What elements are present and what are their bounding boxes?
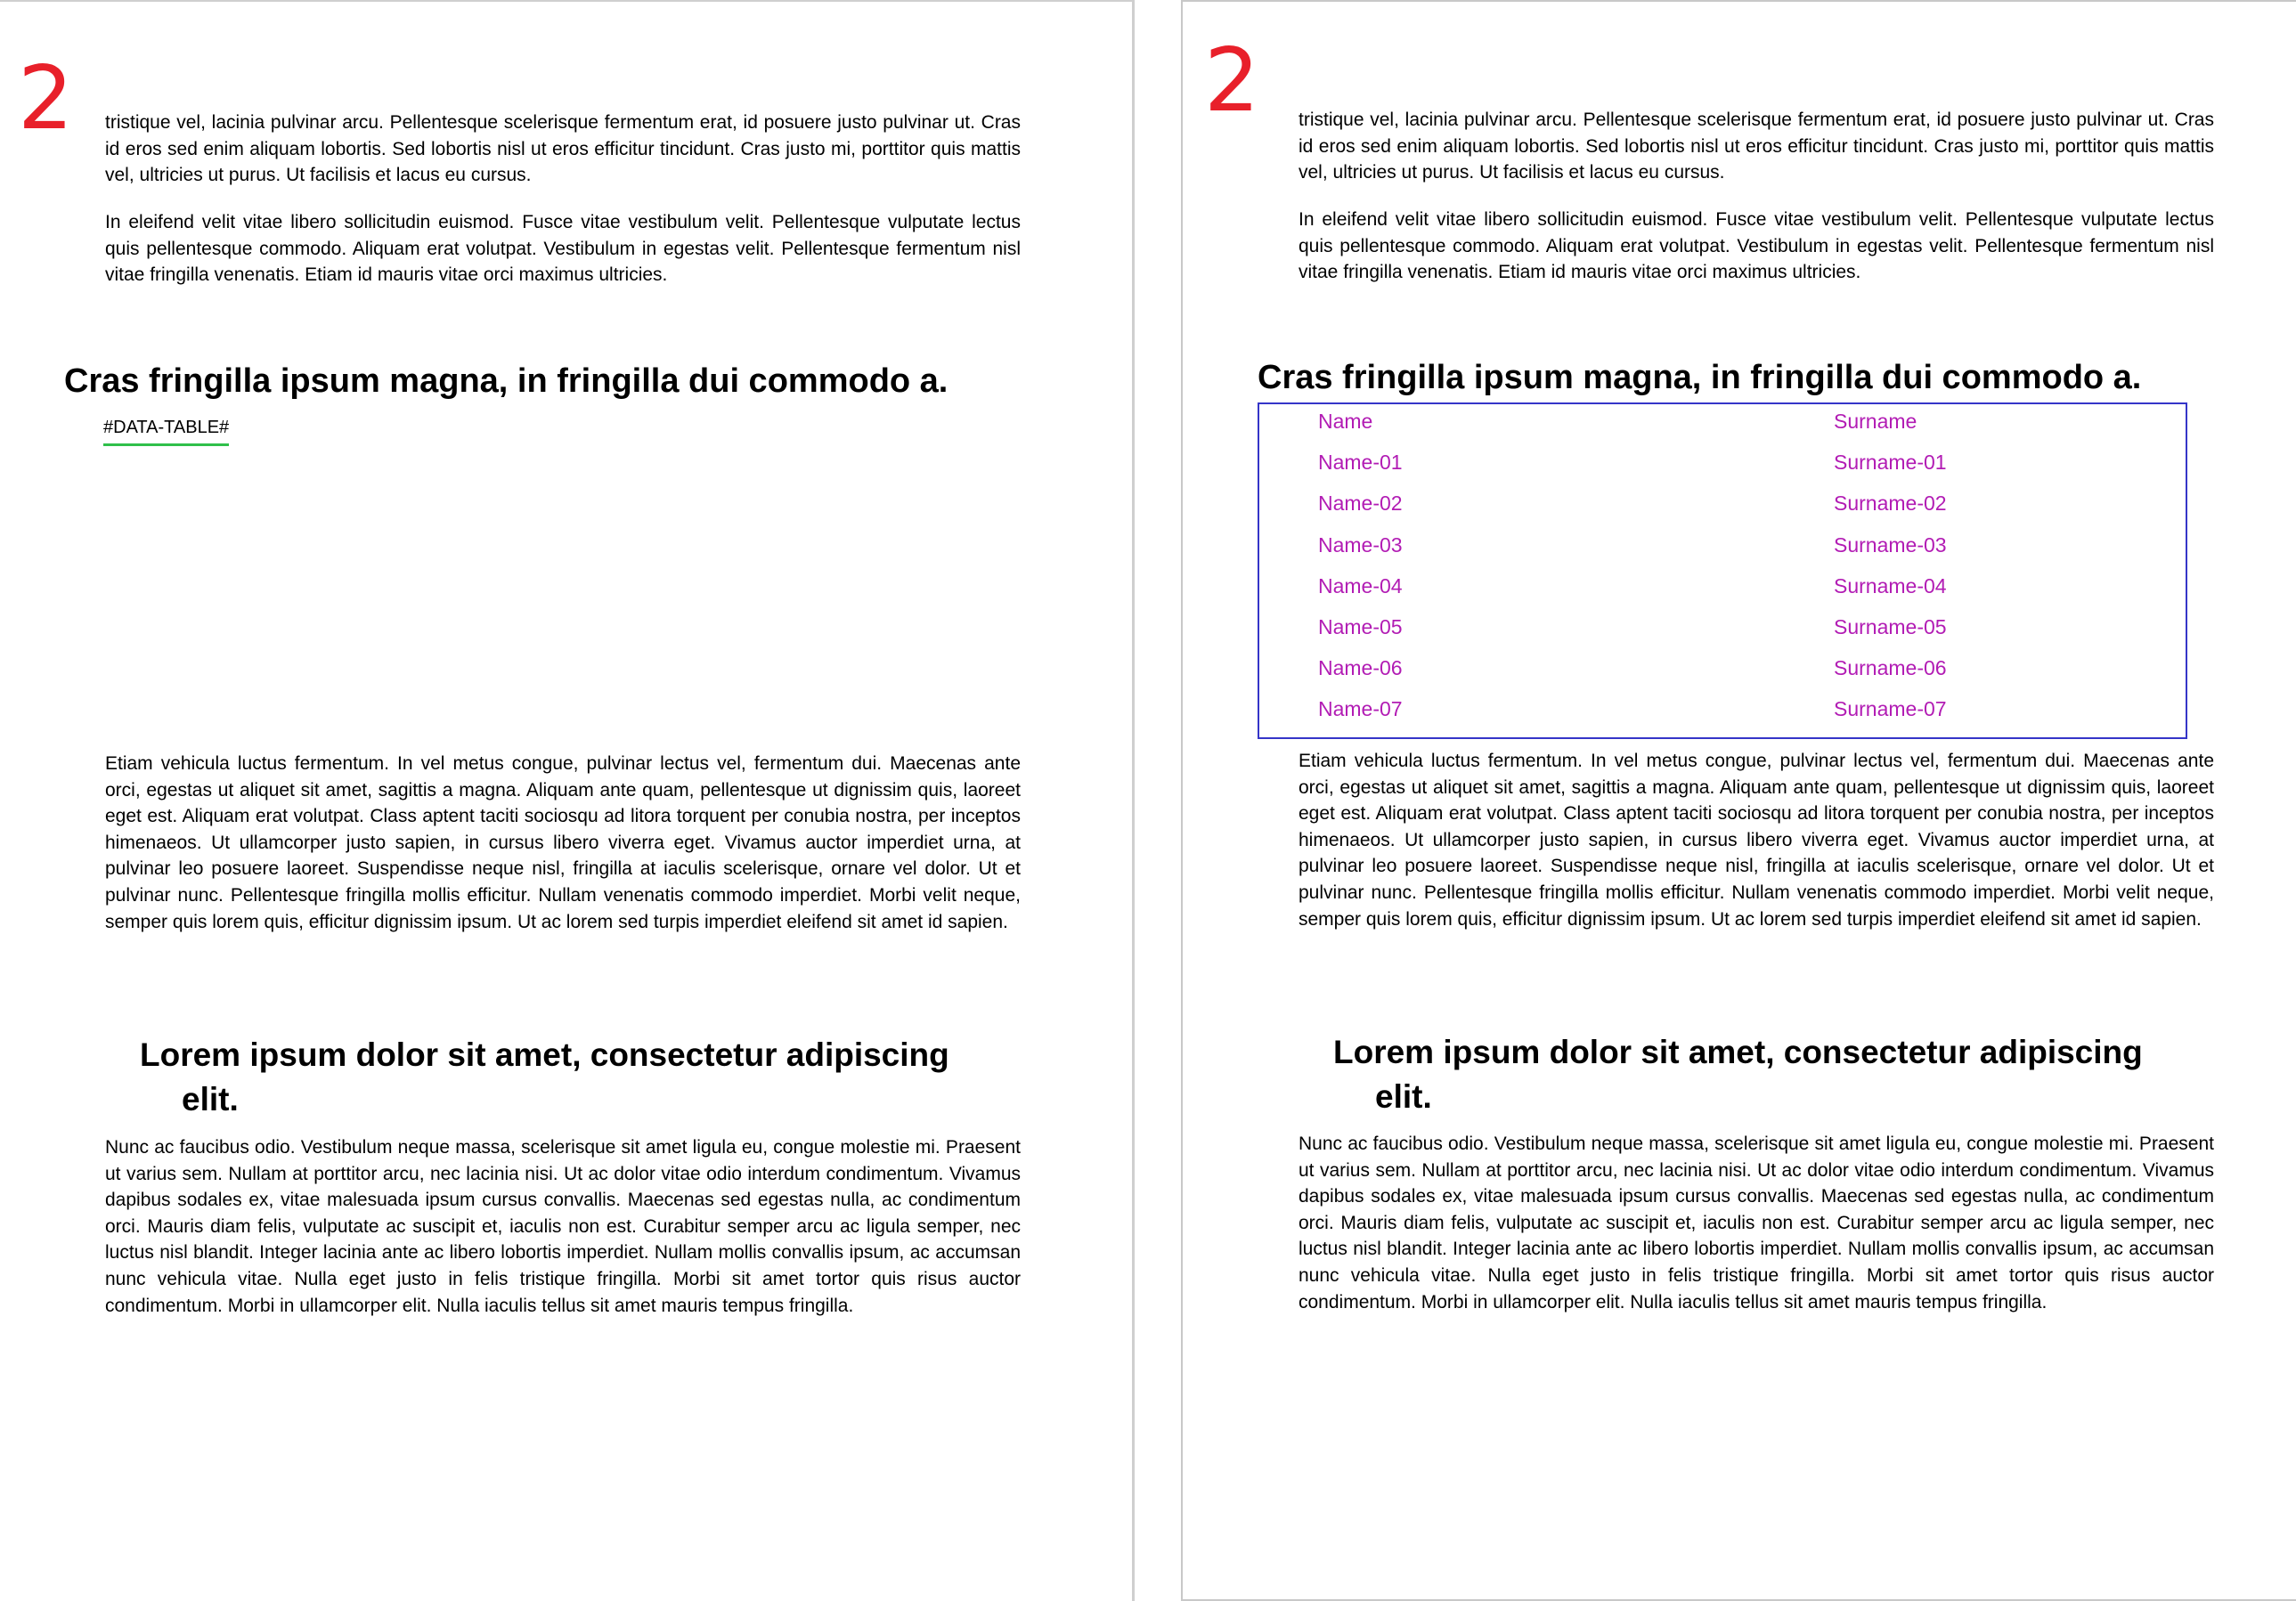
- page-number: 2: [18, 48, 74, 150]
- table-cell: Name-06: [1318, 656, 1403, 680]
- table-cell: Surname-03: [1834, 532, 1947, 557]
- table-cell: Surname-05: [1834, 615, 1947, 638]
- table-cell: Surname-01: [1834, 451, 1947, 475]
- rendered-page: [1181, 0, 2296, 1601]
- section-heading: [140, 1033, 949, 1122]
- table-cell: Surname-02: [1834, 492, 1947, 516]
- heading-line: elit.: [1375, 1078, 1432, 1115]
- section-heading: [1333, 1030, 2143, 1119]
- table-cell: Surname-07: [1834, 697, 1947, 721]
- table-header-cell: Name: [1318, 410, 1373, 433]
- table-cell: Name-04: [1318, 573, 1403, 597]
- table-header-cell: Surname: [1834, 410, 1917, 433]
- table-cell: Name-05: [1318, 615, 1403, 638]
- paragraph: In eleifend velit vitae libero sollicitudin euismod. Fusce vitae vestibulum velit. Pellentesque vulputate lectus quis pellentesque commodo. Aliquam erat volutpat. Vestibulum in egestas velit. Pellentesque fermentum nisl vitae fringilla venenatis. Etiam id mauris vitae orci maximus ultricies.: [1299, 209, 2214, 283]
- section-heading: Cras fringilla ipsum magna, in fringilla dui commodo a.: [64, 362, 949, 400]
- template-page: [0, 0, 1135, 1601]
- table-cell: Surname-06: [1834, 656, 1947, 680]
- table-cell: Name-03: [1318, 532, 1403, 557]
- table-cell: Name-07: [1318, 697, 1403, 721]
- paragraph: tristique vel, lacinia pulvinar arcu. Pellentesque scelerisque fermentum erat, id posuere justo pulvinar ut. Cras id eros sed enim aliquam lobortis. Sed lobortis nisl ut eros efficitur tincidunt. Cras justo mi, porttitor quis mattis vel, ultricies ut purus. Ut facilisis et lacus eu cursus.: [105, 112, 1021, 186]
- paragraph: Nunc ac faucibus odio. Vestibulum neque massa, scelerisque sit amet ligula eu, congue molestie mi. Praesent ut varius sem. Nullam at porttitor arcu, nec lacinia nisi. Ut ac dolor vitae odio interdum condimentum. Vivamus dapibus sodales ex, vitae malesuada ipsum cursus convallis. Maecenas sed egestas nulla, ac condimentum orci. Mauris diam felis, vulputate ac suscipit et, iaculis non est. Curabitur semper arcu ac ligula semper, nec luctus nisl blandit. Integer lacinia ante ac libero lobortis imperdiet. Nullam mollis convallis ipsum, ac accumsan nunc vehicula vitae. Nulla eget justo in felis tristique fringilla. Morbi sit amet tortor quis risus auctor condimentum. Morbi in ullamcorper elit. Nulla iaculis tellus sit amet mauris tempus fringilla.: [105, 1137, 1021, 1316]
- heading-line: Lorem ipsum dolor sit amet, consectetur adipiscing: [1333, 1034, 2143, 1070]
- table-cell: Name-02: [1318, 492, 1403, 516]
- paragraph: In eleifend velit vitae libero sollicitudin euismod. Fusce vitae vestibulum velit. Pellentesque vulputate lectus quis pellentesque commodo. Aliquam erat volutpat. Vestibulum in egestas velit. Pellentesque fermentum nisl vitae fringilla venenatis. Etiam id mauris vitae orci maximus ultricies.: [105, 212, 1021, 286]
- table-cell: Surname-04: [1834, 573, 1947, 597]
- data-table-placeholder: #DATA-TABLE#: [103, 416, 229, 446]
- heading-line: Lorem ipsum dolor sit amet, consectetur adipiscing: [140, 1036, 949, 1073]
- paragraph: Etiam vehicula luctus fermentum. In vel metus congue, pulvinar lectus vel, fermentum dui. Maecenas ante orci, egestas ut aliquet sit amet, sagittis a magna. Aliquam ante quam, pellentesque ut dignissim quis, laoreet eget est. Aliquam erat volutpat. Class aptent taciti sociosqu ad litora torquent per conubia nostra, per inceptos himenaeos. Ut ullamcorper justo sapien, in cursus libero viverra eget. Vivamus auctor imperdiet urna, at pulvinar leo posuere laoreet. Suspendisse neque nisl, fringilla at iaculis scelerisque, ornare vel dolor. Ut et pulvinar nunc. Pellentesque fringilla mollis efficitur. Nullam venenatis commodo imperdiet. Morbi velit neque, semper quis lorem quis, efficitur dignissim ipsum. Ut ac lorem sed turpis imperdiet eleifend sit amet id sapien.: [105, 753, 1021, 932]
- paragraph: Etiam vehicula luctus fermentum. In vel metus congue, pulvinar lectus vel, fermentum dui. Maecenas ante orci, egestas ut aliquet sit amet, sagittis a magna. Aliquam ante quam, pellentesque ut dignissim quis, laoreet eget est. Aliquam erat volutpat. Class aptent taciti sociosqu ad litora torquent per conubia nostra, per inceptos himenaeos. Ut ullamcorper justo sapien, in cursus libero viverra eget. Vivamus auctor imperdiet urna, at pulvinar leo posuere laoreet. Suspendisse neque nisl, fringilla at iaculis scelerisque, ornare vel dolor. Ut et pulvinar nunc. Pellentesque fringilla mollis efficitur. Nullam venenatis commodo imperdiet. Morbi velit neque, semper quis lorem quis, efficitur dignissim ipsum. Ut ac lorem sed turpis imperdiet eleifend sit amet id sapien.: [1299, 751, 2214, 930]
- section-heading: Cras fringilla ipsum magna, in fringilla dui commodo a.: [1258, 359, 2142, 396]
- paragraph: tristique vel, lacinia pulvinar arcu. Pellentesque scelerisque fermentum erat, id posuere justo pulvinar ut. Cras id eros sed enim aliquam lobortis. Sed lobortis nisl ut eros efficitur tincidunt. Cras justo mi, porttitor quis mattis vel, ultricies ut purus. Ut facilisis et lacus eu cursus.: [1299, 110, 2214, 183]
- page-number: 2: [1204, 30, 1260, 132]
- data-table: [1258, 402, 2187, 739]
- table-cell: Name-01: [1318, 451, 1403, 475]
- paragraph: Nunc ac faucibus odio. Vestibulum neque massa, scelerisque sit amet ligula eu, congue molestie mi. Praesent ut varius sem. Nullam at porttitor arcu, nec lacinia nisi. Ut ac dolor vitae odio interdum condimentum. Vivamus dapibus sodales ex, vitae malesuada ipsum cursus convallis. Maecenas sed egestas nulla, ac condimentum orci. Mauris diam felis, vulputate ac suscipit et, iaculis non est. Curabitur semper arcu ac ligula semper, nec luctus nisl blandit. Integer lacinia ante ac libero lobortis imperdiet. Nullam mollis convallis ipsum, ac accumsan nunc vehicula vitae. Nulla eget justo in felis tristique fringilla. Morbi sit amet tortor quis risus auctor condimentum. Morbi in ullamcorper elit. Nulla iaculis tellus sit amet mauris tempus fringilla.: [1299, 1134, 2214, 1312]
- heading-line: elit.: [182, 1081, 239, 1117]
